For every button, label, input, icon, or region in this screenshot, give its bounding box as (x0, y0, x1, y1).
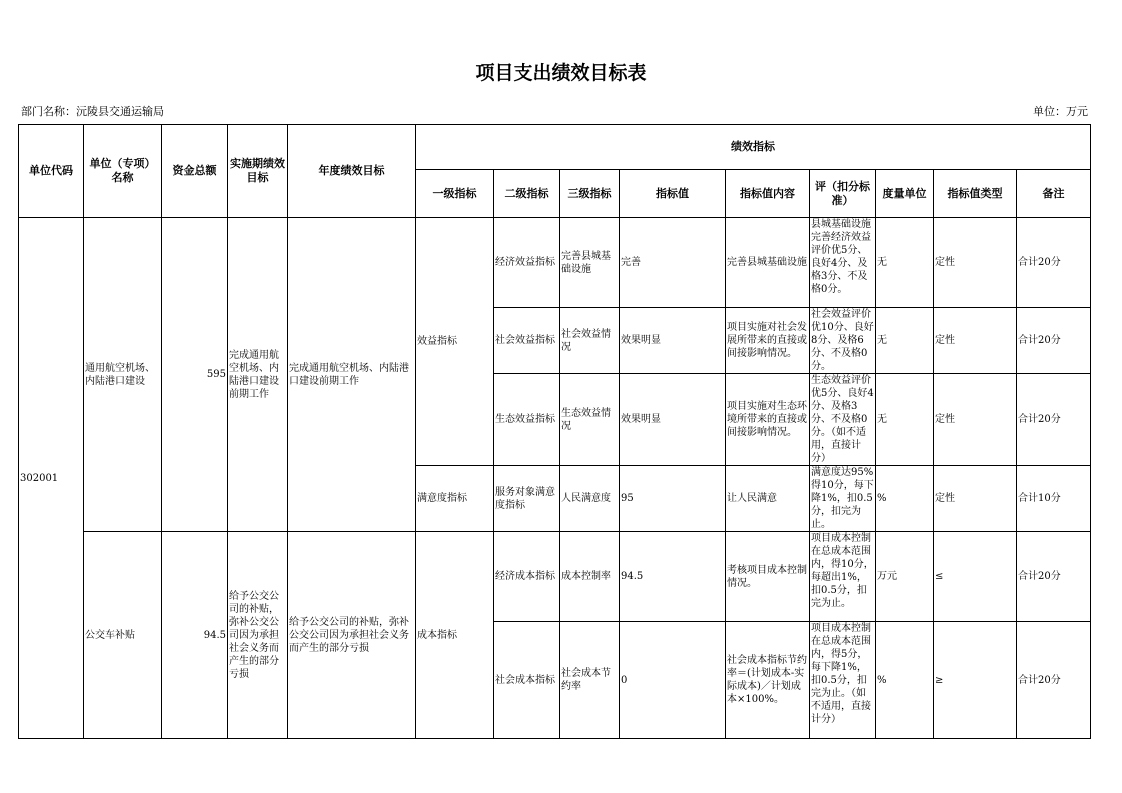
header-row (19, 125, 1091, 170)
note-cell: 合计20分 (1017, 218, 1091, 308)
level3-cell: 人民满意度 (560, 466, 620, 532)
type-cell: 定性 (934, 466, 1017, 532)
note-cell: 合计20分 (1017, 622, 1091, 739)
level1-cell: 满意度指标 (416, 466, 494, 532)
header-period-goal: 实施期绩效目标 (228, 125, 288, 218)
project-total-cell: 94.5 (162, 532, 228, 739)
project-annual-goal-cell: 完成通用航空机场、内陆港口建设前期工作 (288, 218, 416, 532)
header-level3: 三级指标 (560, 170, 620, 218)
header-code: 单位代码 (19, 125, 84, 218)
header-measure: 度量单位 (876, 170, 934, 218)
content-cell: 考核项目成本控制情况。 (726, 532, 810, 622)
level3-cell: 社会成本节约率 (560, 622, 620, 739)
level3-cell: 社会效益情况 (560, 308, 620, 374)
content-cell: 让人民满意 (726, 466, 810, 532)
type-cell: ≤ (934, 532, 1017, 622)
level1-cell: 成本指标 (416, 532, 494, 739)
table-row (19, 218, 1091, 308)
note-cell: 合计20分 (1017, 532, 1091, 622)
unit-label: 单位：万元 (1033, 105, 1088, 118)
header-score: 评（扣分标准） (810, 170, 876, 218)
type-cell: 定性 (934, 218, 1017, 308)
header-content: 指标值内容 (726, 170, 810, 218)
score-cell: 生态效益评价优5分、良好4分、及格3分、不及格0分。（如不适用，直接计分） (811, 375, 874, 464)
score-cell: 项目成本控制在总成本范围内，得10分，每超出1%，扣0.5分，扣完为止。 (810, 532, 876, 622)
project-period-goal-cell: 给予公交公司的补贴，弥补公交公司因为承担社会义务而产生的部分亏损 (228, 532, 288, 739)
performance-table (18, 124, 1091, 739)
project-annual-goal-cell: 给予公交公司的补贴，弥补公交公司因为承担社会义务而产生的部分亏损 (288, 532, 416, 739)
level2-cell: 经济成本指标 (494, 532, 560, 622)
project-period-goal-cell: 完成通用航空机场、内陆港口建设前期工作 (228, 218, 288, 532)
score-cell: 项目成本控制在总成本范围内，得5分，每下降1%，扣0.5分，扣完为止。（如不适用，直接计分） (810, 622, 876, 739)
header-total: 资金总额 (162, 125, 228, 218)
measure-cell: 无 (876, 218, 934, 308)
type-cell: 定性 (934, 308, 1017, 374)
table-row (19, 532, 1091, 622)
level3-cell: 完善县城基础设施 (560, 218, 620, 308)
type-cell: 定性 (934, 374, 1017, 466)
unit-code-cell: 302001 (19, 218, 84, 739)
score-cell: 满意度达95%得10分，每下降1%，扣0.5分，扣完为止。 (811, 467, 874, 530)
value-cell: 完善 (620, 218, 726, 308)
content-cell: 项目实施对生态环境所带来的直接或间接影响情况。 (726, 374, 810, 466)
project-name-cell: 通用航空机场、内陆港口建设 (84, 218, 162, 532)
measure-cell: 万元 (876, 532, 934, 622)
level3-cell: 成本控制率 (560, 532, 620, 622)
note-cell: 合计10分 (1017, 466, 1091, 532)
value-cell: 效果明显 (620, 308, 726, 374)
type-cell: ≥ (934, 622, 1017, 739)
score-cell: 县城基础设施完善经济效益评价优5分、良好4分、及格3分、不及格0分。 (810, 218, 876, 308)
level2-cell: 社会效益指标 (494, 308, 560, 374)
value-cell: 效果明显 (620, 374, 726, 466)
header-level2: 二级指标 (494, 170, 560, 218)
level2-cell: 服务对象满意度指标 (494, 466, 560, 532)
project-name-cell: 公交车补贴 (84, 532, 162, 739)
department-label: 部门名称：沅陵县交通运输局 (21, 105, 164, 118)
value-cell: 95 (620, 466, 726, 532)
page-title: 项目支出绩效目标表 (475, 62, 647, 84)
level2-cell: 经济效益指标 (494, 218, 560, 308)
content-cell: 完善县城基础设施 (726, 218, 810, 308)
level2-cell: 生态效益指标 (494, 374, 560, 466)
content-cell: 项目实施对社会发展所带来的直接或间接影响情况。 (726, 308, 810, 374)
header-level1: 一级指标 (416, 170, 494, 218)
header-annual-goal: 年度绩效目标 (288, 125, 416, 218)
header-name: 单位（专项）名称 (84, 125, 162, 218)
project-total-cell: 595 (162, 218, 228, 532)
measure-cell: 无 (876, 374, 934, 466)
note-cell: 合计20分 (1017, 374, 1091, 466)
value-cell: 0 (620, 622, 726, 739)
note-cell: 合计20分 (1017, 308, 1091, 374)
score-cell: 社会效益评价优10分、良好8分、及格6分、不及格0分。 (811, 309, 874, 372)
level3-cell: 生态效益情况 (560, 374, 620, 466)
value-cell: 94.5 (620, 532, 726, 622)
measure-cell: % (876, 622, 934, 739)
header-note: 备注 (1017, 170, 1091, 218)
level2-cell: 社会成本指标 (494, 622, 560, 739)
header-type: 指标值类型 (934, 170, 1017, 218)
header-value: 指标值 (620, 170, 726, 218)
content-cell: 社会成本指标节约率＝(计划成本-实际成本)／计划成本×100%。 (726, 622, 810, 739)
measure-cell: % (876, 466, 934, 532)
header-indicators: 绩效指标 (416, 125, 1091, 170)
measure-cell: 无 (876, 308, 934, 374)
level1-cell: 效益指标 (416, 218, 494, 466)
